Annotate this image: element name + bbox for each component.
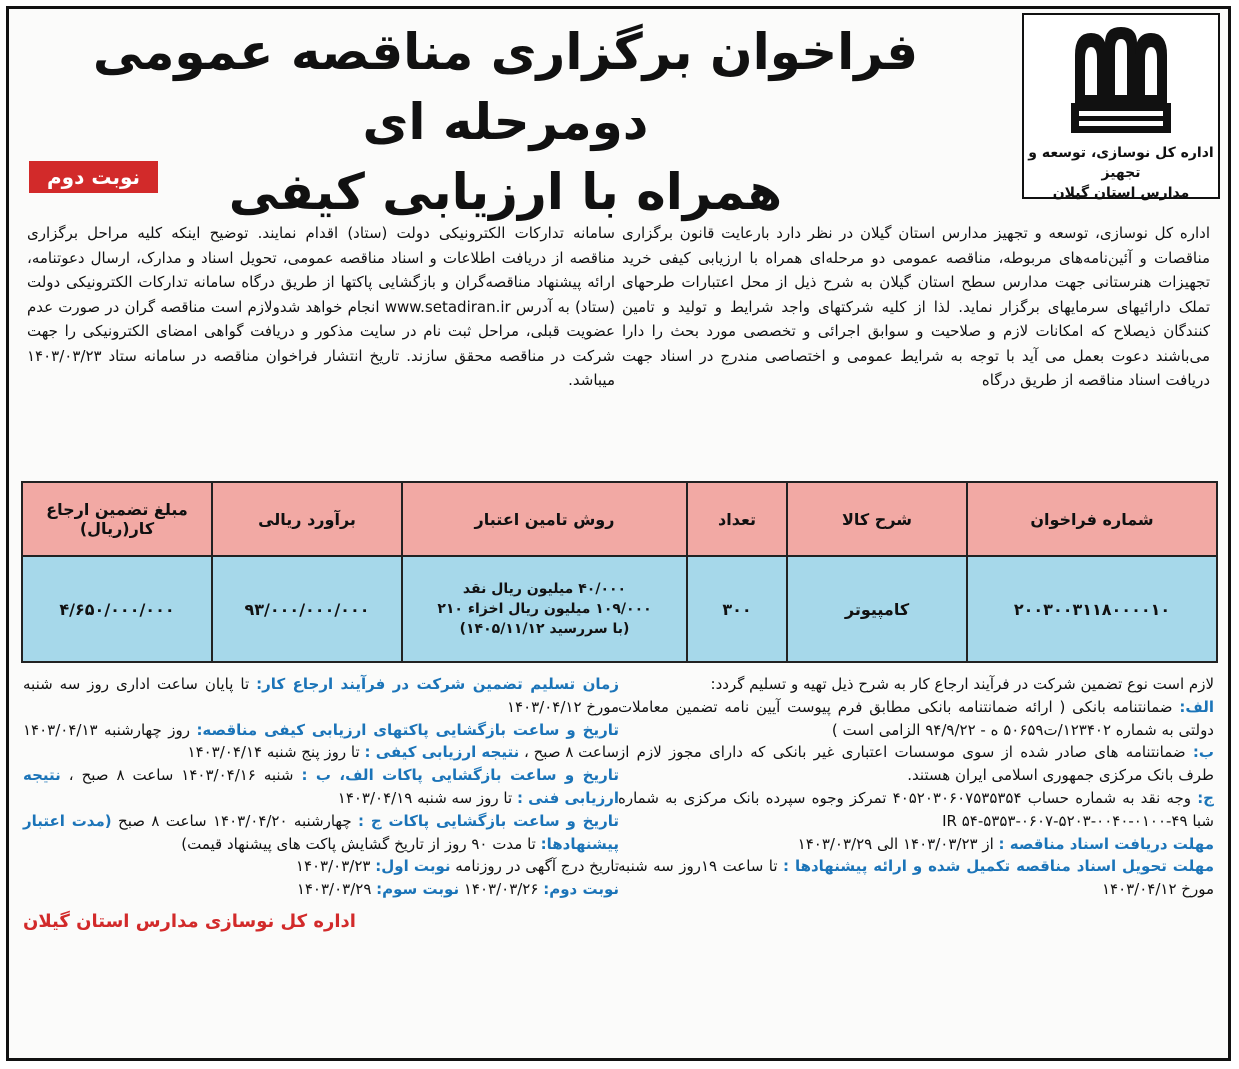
quality-open — [23, 719, 619, 765]
schedule-column — [23, 673, 619, 934]
submit-deadline-label: مهلت تحویل اسناد مناقصه تکمیل شده و ارائه پیشنهادها : — [783, 857, 1214, 876]
delivery-text: تا پایان ساعت اداری روز سه شنبه مورخ ۱۴۰۳/۰۴/۱۲ — [23, 675, 619, 716]
quality-result-text: تا روز پنج شنبه ۱۴۰۳/۰۴/۱۴ — [187, 743, 360, 762]
third-publish-date: ۱۴۰۳/۰۳/۲۹ — [296, 880, 372, 899]
org-logo-box — [1022, 13, 1220, 199]
org-name-line2: مدارس استان گیلان — [1052, 185, 1190, 201]
doc-deadline-text: از ۱۴۰۳/۰۳/۲۳ الی ۱۴۰۳/۰۳/۲۹ — [797, 834, 994, 853]
website-link[interactable]: www.setadiran.ir — [384, 297, 511, 316]
intro-right-column — [622, 221, 1210, 393]
second-publish-label: نوبت دوم: — [543, 880, 619, 899]
submit-deadline-text: تا ساعت ۱۹روز سه شنبه مورخ ۱۴۰۳/۰۴/۱۲ — [618, 857, 1214, 899]
guarantee-column — [618, 673, 1214, 901]
signature: اداره کل نوسازی مدارس استان گیلان — [23, 910, 356, 932]
guarantee-item-a — [618, 696, 1214, 742]
cell-call-number: ۲۰۰۳۰۰۳۱۱۸۰۰۰۰۱۰ — [967, 556, 1217, 662]
col-call-number: شماره فراخوان — [967, 482, 1217, 556]
first-publish-date: ۱۴۰۳/۰۳/۲۳ — [295, 857, 371, 876]
cell-guarantee: ۴/۶۵۰/۰۰۰/۰۰۰ — [22, 556, 212, 662]
intro-left-column — [27, 221, 615, 393]
cell-estimate: ۹۳/۰۰۰/۰۰۰/۰۰۰ — [212, 556, 402, 662]
item-a-label: الف: — [1179, 697, 1214, 716]
doc-deadline-label: مهلت دریافت اسناد مناقصه : — [998, 834, 1214, 853]
item-a-text: ضمانتنامه بانکی ( ارائه ضمانتنامه بانکی مطابق فرم پیوست آیین نامه تضمین معاملات دولتی به شماره ۱۲۳۴۰۲/ت۵۰۶۵۹ ه - ۹۴/۹/۲۲ الزامی است ) — [618, 697, 1214, 739]
quality-open-text: روز چهارشنبه ۱۴۰۳/۰۴/۱۳ ساعت ۸ صبح ، — [23, 720, 619, 762]
col-funding: روش تامین اعتبار — [402, 482, 687, 556]
submit-deadline — [618, 855, 1214, 901]
table-row — [22, 556, 1217, 662]
col-item: شرح کالا — [787, 482, 967, 556]
ab-open-label: تاریخ و ساعت بازگشایی پاکات الف، ب : — [301, 766, 619, 785]
guarantee-item-c — [618, 787, 1214, 833]
page-title — [13, 17, 998, 227]
validity-label: (مدت اعتبار پیشنهادها: — [23, 811, 619, 853]
quality-result-label: نتیجه ارزیابی کیفی : — [364, 743, 520, 762]
publish-first — [23, 855, 619, 878]
item-b-label: ب: — [1192, 743, 1214, 762]
col-estimate: برآورد ریالی — [212, 482, 402, 556]
third-publish-label: نوبت سوم: — [376, 880, 460, 899]
intro-paragraph: اداره کل نوسازی، توسعه و تجهیز مدارس استان گیلان در نظر دارد بارعایت قانون برگزاری مناقصات و آئین‌نامه‌های مربوطه، مناقصه عمومی دو مرحله‌ای همراه با ارزیابی کیفی خرید تجهیزات هنرستانی جهت مدارس سطح استان گیلان به شرح ذیل از محل اعتبارات طرحهای تملک دارائیهای سرمایهای برگزار نماید. لذا از کلیه شرکتهای واجد شرایط و تولید و تامین کنندگان ذیصلاح که امکانات لازم و صلاحیت و سوابق اجرائی و تخصصی مورد بحث را دارا می‌باشند دعوت بعمل می آید با توجه به شرایط عمومی و اختصاصی مندرج در اسناد جهت دریافت اسناد مناقصه از طریق درگاه — [622, 224, 1210, 389]
title-line1: فراخوان برگزاری مناقصه عمومی دومرحله ای — [92, 23, 919, 151]
guarantee-intro: لازم است نوع تضمین شرکت در فرآیند ارجاع کار به شرح ذیل تهیه و تسلیم گردد: — [710, 675, 1214, 693]
c-open-label: تاریخ و ساعت بازگشایی پاکات ج : — [357, 811, 619, 830]
guarantee-item-b — [618, 741, 1214, 787]
round-badge: نوبت دوم — [29, 161, 158, 193]
second-publish-date: ۱۴۰۳/۰۳/۲۶ — [463, 880, 539, 899]
title-line2: همراه با ارزیابی کیفی — [228, 163, 783, 221]
ab-open-text: شنبه ۱۴۰۳/۰۴/۱۶ ساعت ۸ صبح ، — [68, 766, 294, 785]
cell-funding — [402, 556, 687, 662]
org-name-line1: اداره کل نوسازی، توسعه و تجهیز — [1028, 145, 1214, 181]
first-publish-text: تاریخ درج آگهی در روزنامه — [455, 857, 619, 876]
tech-result-label: نتیجه ارزیابی فنی : — [23, 766, 619, 807]
item-b-text: ضمانتنامه های صادر شده از سوی موسسات اعتباری غیر بانکی که دارای مجوز لازم از طرف بانک مرکزی جمهوری اسلامی ایران هستند. — [618, 743, 1214, 785]
c-open — [23, 810, 619, 856]
funding-line3: (با سررسید ۱۴۰۵/۱۱/۱۲) — [459, 621, 630, 637]
funding-line1: ۴۰/۰۰۰ میلیون ریال نقد — [462, 581, 627, 597]
iban: IR ۵۴-۵۳۵۳-۰۶۰۷-۵۲۰۳-۰۰۴۰-۰۱۰۰-۴۹ — [942, 811, 1188, 830]
delivery-time — [23, 673, 619, 719]
col-guarantee: مبلغ تضمین ارجاع کار(ریال) — [22, 482, 212, 556]
funding-line2: ۱۰۹/۰۰۰ میلیون ریال اخزاء ۲۱۰ — [437, 601, 652, 617]
first-publish-label: نوبت اول: — [375, 857, 451, 876]
ab-open — [23, 764, 619, 810]
item-c-label: ج: — [1197, 788, 1214, 807]
col-quantity: تعداد — [687, 482, 787, 556]
quality-open-label: تاریخ و ساعت بازگشایی پاکتهای ارزیابی کیفی مناقصه: — [196, 720, 619, 739]
tech-result-text: تا روز سه شنبه ۱۴۰۳/۰۴/۱۹ — [337, 788, 513, 807]
item-c-text: وجه نقد به شماره حساب ۴۰۵۲۰۳۰۶۰۷۵۳۵۳۵۴ تمرکز وجوه سپرده بانک مرکزی به شماره شبا — [618, 788, 1214, 830]
intro-paragraph-part1: سامانه تدارکات الکترونیکی دولت (ستاد) اقدام نمایند. توضیح اینکه کلیه مراحل برگزاری مناقصه از دریافت اطلاعات و اسناد مناقصه عمومی، تحویل اسناد و مدارک، ارسال دعوتنامه، ارائه پیشنهاد مناقصه‌گران و بازگشایی پاکتها از طریق درگاه سامانه تدارکات الکترونیکی دولت (ستاد) به آدرس — [27, 224, 615, 316]
publish-second-third — [23, 878, 619, 901]
tender-notice — [6, 6, 1231, 1061]
c-open-text: چهارشنبه ۱۴۰۳/۰۴/۲۰ ساعت ۸ صبح — [118, 811, 352, 830]
doc-deadline — [618, 833, 1214, 856]
org-emblem-icon — [1067, 25, 1175, 137]
validity-text: تا مدت ۹۰ روز از تاریخ گشایش پاکت های پیشنهاد قیمت) — [181, 834, 536, 853]
table-header-row — [22, 482, 1217, 556]
cell-item: کامپیوتر — [787, 556, 967, 662]
cell-quantity: ۳۰۰ — [687, 556, 787, 662]
delivery-label: زمان تسلیم تضمین شرکت در فرآیند ارجاع کار: — [256, 675, 619, 693]
tender-table — [21, 481, 1218, 663]
intro-paragraph-part2: انجام خواهد شدولازم است مناقصه گران در صورت عدم عضویت قبلی، مراحل ثبت نام در سایت مذکور و دریافت گواهی امضای الکترونیکی را جهت شرکت در مناقصه محقق سازند. تاریخ انتشار فراخوان مناقصه در سامانه ستاد ۱۴۰۳/۰۳/۲۳ میباشد. — [27, 297, 615, 389]
